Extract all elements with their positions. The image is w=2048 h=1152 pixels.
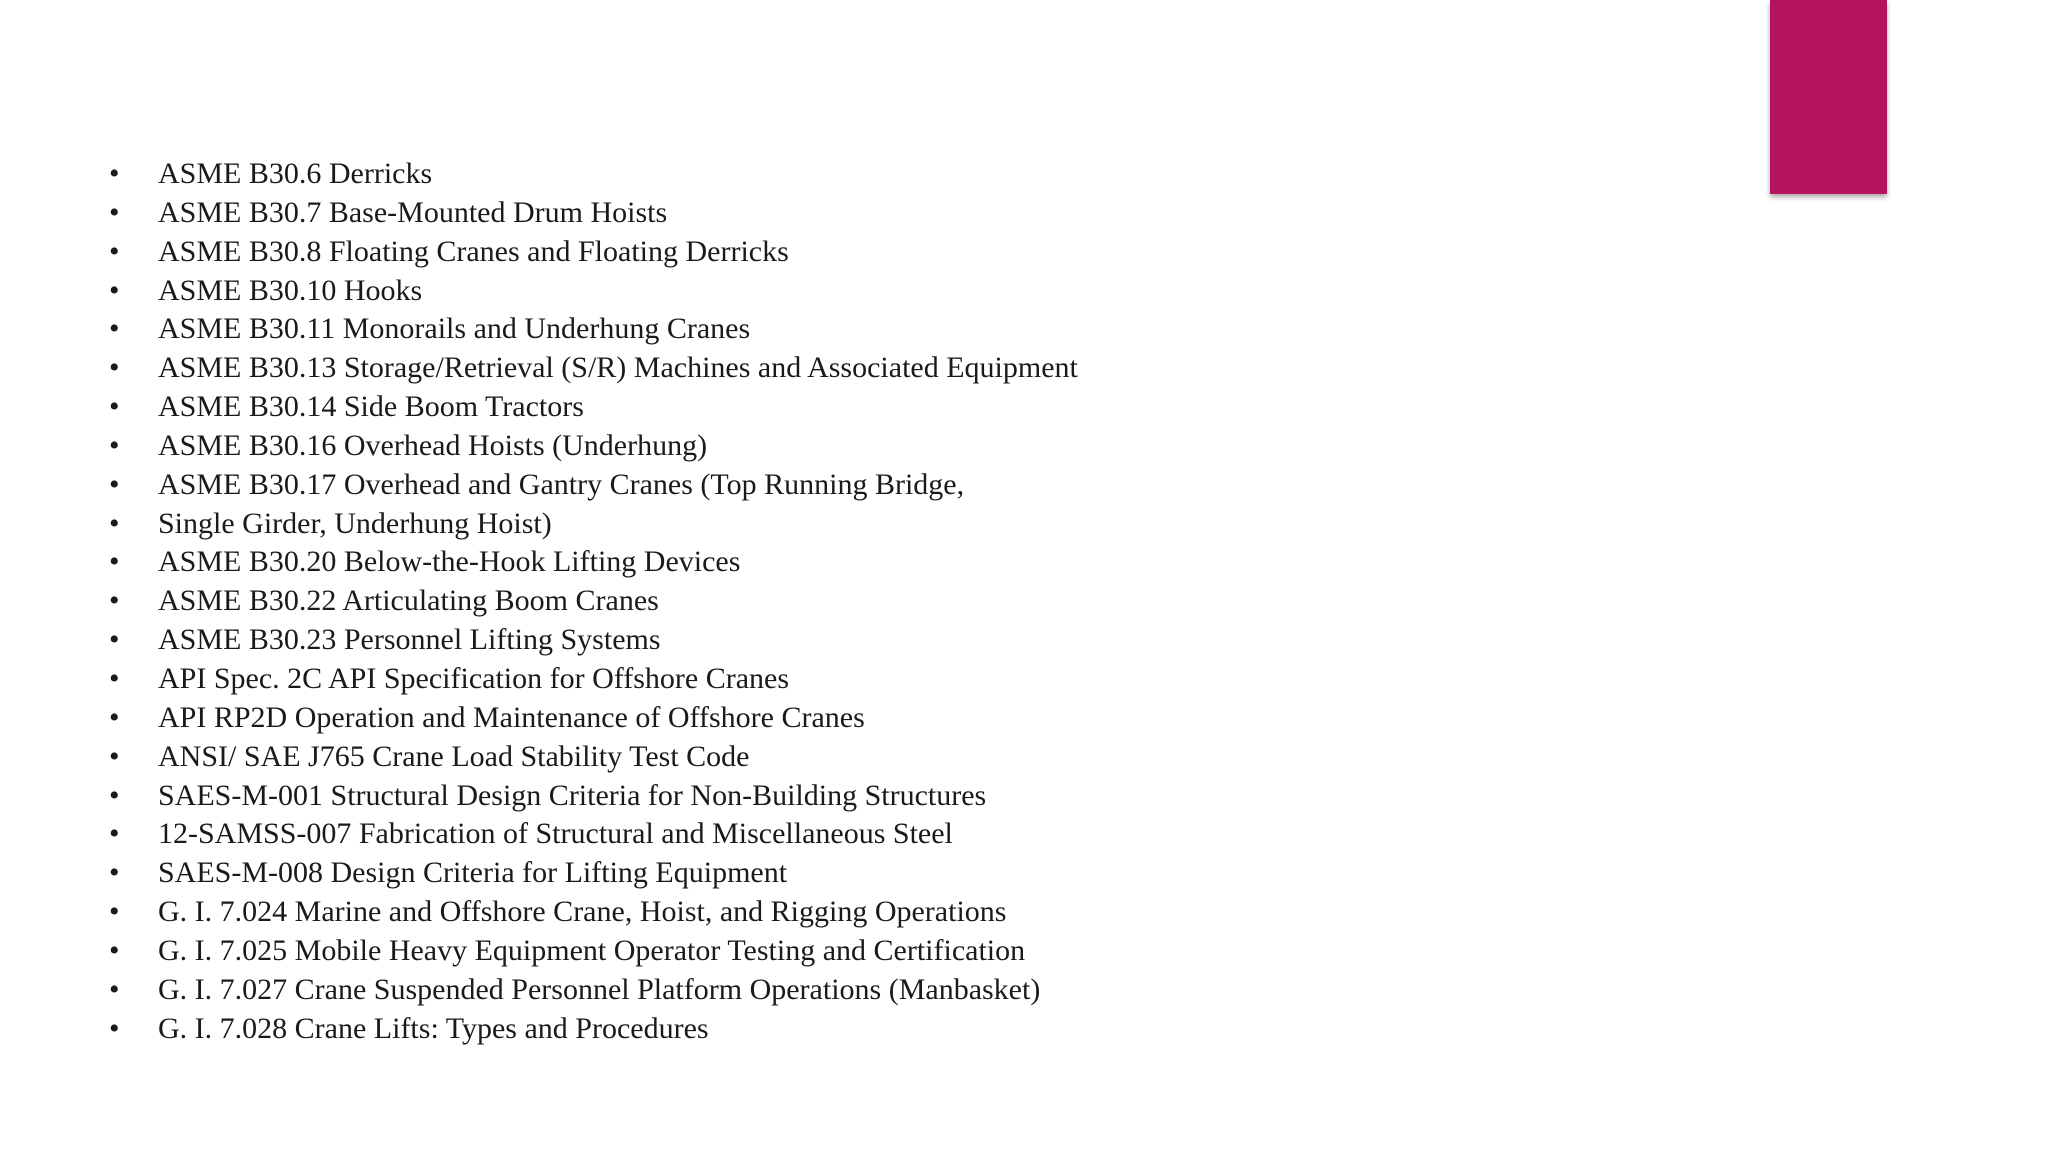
list-item-text: G. I. 7.025 Mobile Heavy Equipment Operator Testing and Certification — [158, 933, 1026, 967]
list-item-text: ASME B30.8 Floating Cranes and Floating Derricks — [158, 234, 789, 268]
list-item — [105, 390, 1078, 429]
list-item — [105, 1012, 1078, 1051]
list-item-text: ASME B30.22 Articulating Boom Cranes — [158, 584, 659, 618]
list-item — [105, 701, 1078, 740]
list-item — [105, 856, 1078, 895]
list-item-text: ASME B30.13 Storage/Retrieval (S/R) Machines and Associated Equipment — [158, 351, 1078, 385]
bullet-icon: • — [109, 467, 120, 501]
bullet-icon: • — [109, 623, 120, 657]
list-item — [105, 351, 1078, 390]
bullet-icon: • — [109, 195, 120, 229]
list-item-text: ASME B30.16 Overhead Hoists (Underhung) — [158, 428, 708, 462]
bullet-icon: • — [109, 351, 120, 385]
standards-list — [105, 157, 1078, 1050]
list-item-text: ASME B30.23 Personnel Lifting Systems — [158, 623, 661, 657]
bullet-icon: • — [109, 661, 120, 695]
list-item-text: ASME B30.7 Base-Mounted Drum Hoists — [158, 195, 668, 229]
list-item-text: G. I. 7.028 Crane Lifts: Types and Procedures — [158, 1011, 709, 1045]
list-item — [105, 468, 1078, 507]
list-item — [105, 662, 1078, 701]
list-item-text: SAES-M-001 Structural Design Criteria for Non-Building Structures — [158, 778, 987, 812]
list-item-text: ANSI/ SAE J765 Crane Load Stability Test Code — [158, 739, 750, 773]
list-item — [105, 196, 1078, 235]
list-item — [105, 934, 1078, 973]
bullet-icon: • — [109, 933, 120, 967]
list-item — [105, 973, 1078, 1012]
list-item — [105, 274, 1078, 313]
list-item — [105, 779, 1078, 818]
list-item — [105, 584, 1078, 623]
bullet-icon: • — [109, 428, 120, 462]
list-item — [105, 235, 1078, 274]
list-item — [105, 623, 1078, 662]
list-item — [105, 429, 1078, 468]
bullet-icon: • — [109, 157, 120, 190]
list-item — [105, 817, 1078, 856]
list-item-text: ASME B30.14 Side Boom Tractors — [158, 390, 584, 424]
bullet-icon: • — [109, 778, 120, 812]
list-item-text: ASME B30.6 Derricks — [158, 157, 433, 190]
list-item-text: G. I. 7.024 Marine and Offshore Crane, Hoist, and Rigging Operations — [158, 895, 1007, 929]
bullet-icon: • — [109, 739, 120, 773]
list-item-text: ASME B30.20 Below-the-Hook Lifting Devices — [158, 545, 741, 579]
bullet-icon: • — [109, 390, 120, 424]
bullet-icon: • — [109, 312, 120, 346]
list-item-text: API Spec. 2C API Specification for Offshore Cranes — [158, 661, 789, 695]
list-item-text: G. I. 7.027 Crane Suspended Personnel Platform Operations (Manbasket) — [158, 972, 1041, 1006]
list-item — [105, 545, 1078, 584]
bullet-icon: • — [109, 1011, 120, 1045]
bullet-icon: • — [109, 895, 120, 929]
list-item — [105, 157, 1078, 196]
list-item — [105, 507, 1078, 546]
list-item — [105, 312, 1078, 351]
bullet-icon: • — [109, 545, 120, 579]
bullet-icon: • — [109, 972, 120, 1006]
list-item-text: ASME B30.11 Monorails and Underhung Cranes — [158, 312, 751, 346]
bullet-icon: • — [109, 234, 120, 268]
list-item-text: ASME B30.10 Hooks — [158, 273, 423, 307]
list-item-text: ASME B30.17 Overhead and Gantry Cranes (Top Running Bridge, — [158, 467, 965, 501]
list-item-text: 12-SAMSS-007 Fabrication of Structural and Miscellaneous Steel — [158, 817, 953, 851]
bullet-icon: • — [109, 700, 120, 734]
bullet-icon: • — [109, 817, 120, 851]
bullet-icon: • — [109, 584, 120, 618]
list-item — [105, 895, 1078, 934]
accent-bar — [1770, 0, 1887, 194]
list-item-text: SAES-M-008 Design Criteria for Lifting Equipment — [158, 856, 788, 890]
list-item — [105, 740, 1078, 779]
bullet-icon: • — [109, 273, 120, 307]
list-item-text: API RP2D Operation and Maintenance of Offshore Cranes — [158, 700, 865, 734]
list-item-text: Single Girder, Underhung Hoist) — [158, 506, 552, 540]
bullet-icon: • — [109, 856, 120, 890]
bullet-icon: • — [109, 506, 120, 540]
